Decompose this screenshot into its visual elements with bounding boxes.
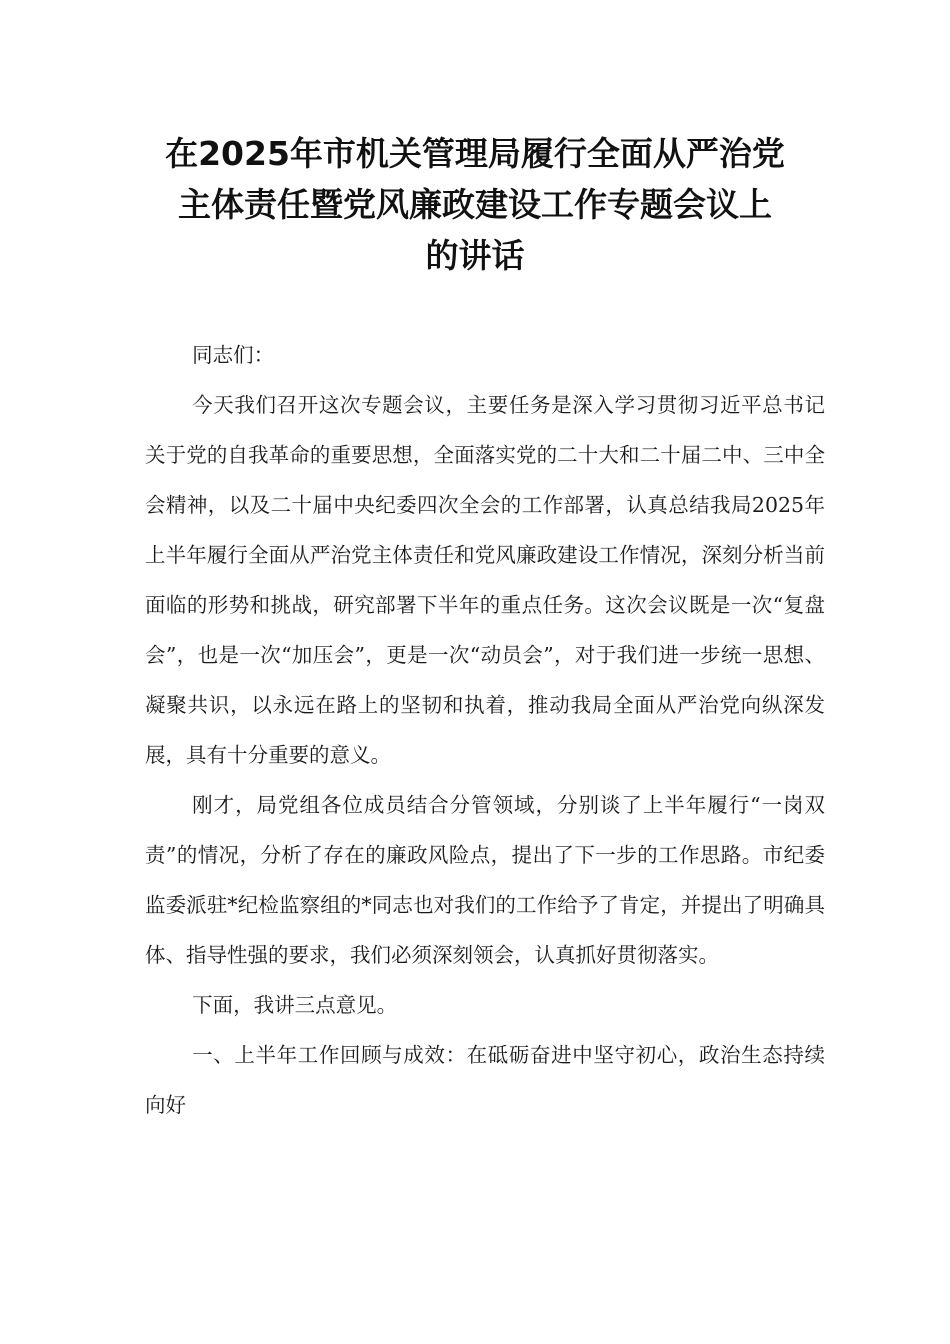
- document-title: [120, 128, 830, 281]
- title-line-3: 的讲话: [425, 236, 525, 275]
- document-body: [145, 330, 825, 1130]
- section-heading-1: 一、上半年工作回顾与成效：在砥砺奋进中坚守初心，政治生态持续向好: [145, 1043, 825, 1117]
- title-line-2: 主体责任暨党风廉政建设工作专题会议上: [178, 185, 772, 224]
- salutation: 同志们：: [192, 343, 275, 367]
- paragraph-intro: 今天我们召开这次专题会议，主要任务是深入学习贯彻习近平总书记关于党的自我革命的重要思想，全面落实党的二十大和二十届二中、三中全会精神，以及二十届中央纪委四次全会的工作部署，认真总结我局2025年上半年履行全面从严治党主体责任和党风廉政建设工作情况，深刻分析当前面临的形势和挑战，研究部署下半年的重点任务。这次会议既是一次“复盘会”，也是一次“加压会”，更是一次“动员会”，对于我们进一步统一思想、凝聚共识，以永远在路上的坚韧和执着，推动我局全面从严治党向纵深发展，具有十分重要的意义。: [145, 393, 825, 767]
- paragraph-review: 刚才，局党组各位成员结合分管领域，分别谈了上半年履行“一岗双责”的情况，分析了存在的廉政风险点，提出了下一步的工作思路。市纪委监委派驻*纪检监察组的*同志也对我们的工作给予了肯定，并提出了明确具体、指导性强的要求，我们必须深刻领会，认真抓好贯彻落实。: [145, 793, 825, 967]
- title-line-1: 在2025年市机关管理局履行全面从严治党: [165, 134, 785, 173]
- paragraph-outline: 下面，我讲三点意见。: [192, 993, 398, 1017]
